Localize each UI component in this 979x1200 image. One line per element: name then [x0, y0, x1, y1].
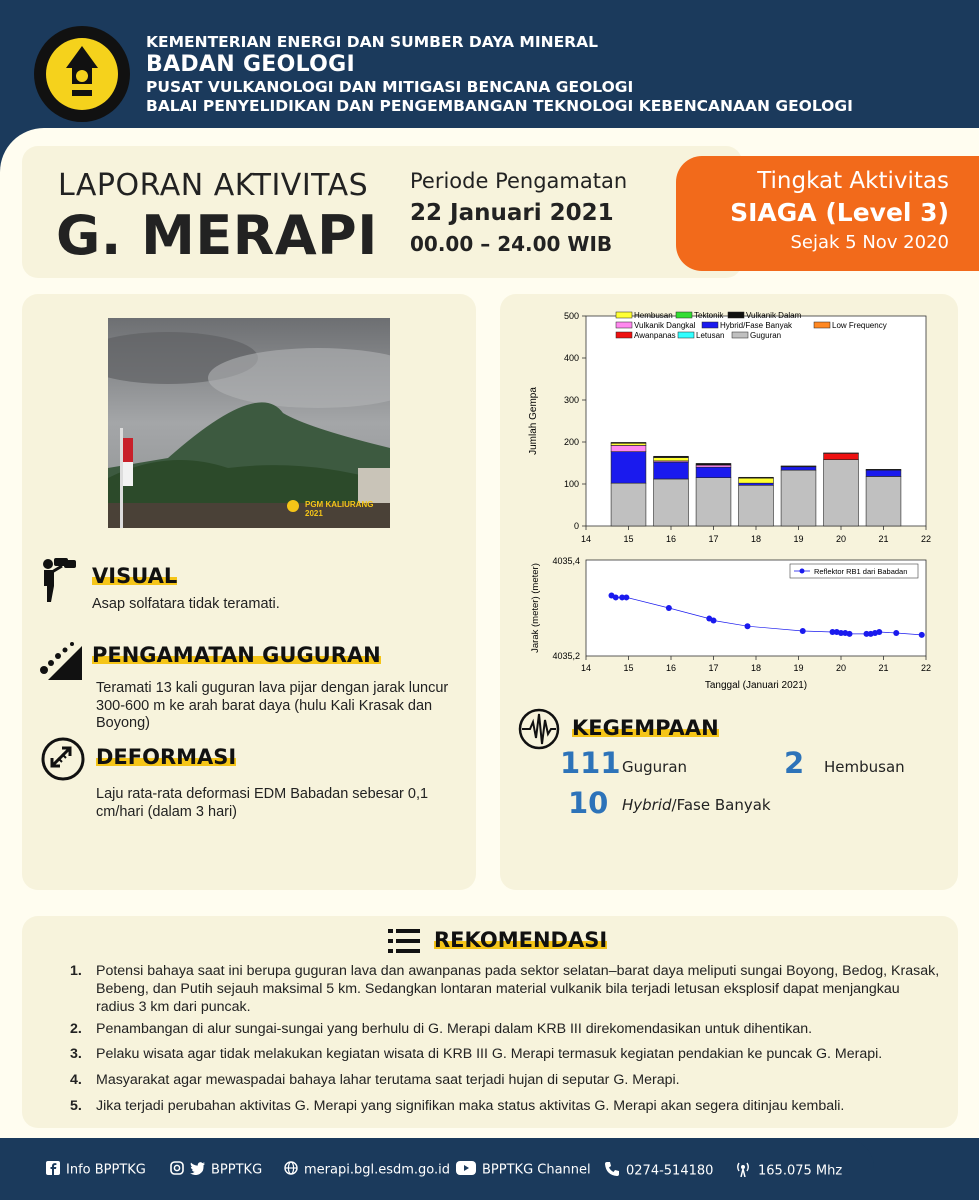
hybrid-count: 10	[568, 786, 609, 820]
bar-segment-guguran	[654, 479, 689, 526]
badan-geologi-logo	[32, 24, 132, 124]
legend-swatch	[616, 322, 632, 328]
data-point	[919, 632, 925, 638]
y-tick-label: 4035,2	[552, 651, 580, 661]
deformation-line-chart	[506, 550, 946, 700]
footer-website[interactable]: merapi.bgl.esdm.go.id	[284, 1161, 450, 1179]
x-tick-label: 19	[793, 534, 804, 544]
legend-swatch	[678, 332, 694, 338]
y-tick-label: 500	[563, 311, 579, 321]
bar-segment-hembusan	[739, 478, 774, 483]
x-axis-label: Tanggal (Januari 2021)	[704, 680, 808, 691]
bar-segment-guguran	[866, 476, 901, 526]
x-tick-label: 22	[920, 663, 932, 673]
y-axis-label: Jumlah Gempa	[528, 387, 539, 455]
hembusan-count: 2	[784, 746, 805, 780]
radio-tower-icon	[734, 1161, 752, 1181]
legend-swatch	[616, 332, 632, 338]
legend-swatch	[702, 322, 718, 328]
guguran-count: 111	[560, 746, 621, 780]
binoculars-icon	[38, 556, 84, 602]
agency-name: BADAN GEOLOGI	[146, 52, 356, 77]
bar-segment-guguran	[696, 478, 731, 526]
youtube-icon	[456, 1161, 476, 1179]
x-tick-label: 18	[750, 663, 762, 673]
bar-segment-hybrid-fase-banyak	[866, 470, 901, 476]
bar-segment-vulkanik-dalam	[739, 477, 774, 478]
phone-icon	[604, 1161, 620, 1181]
x-tick-label: 19	[793, 663, 804, 673]
legend-swatch	[676, 312, 692, 318]
deformation-icon	[40, 736, 86, 782]
x-tick-label: 17	[708, 534, 719, 544]
data-point	[800, 628, 806, 634]
merapi-photo	[108, 318, 390, 528]
bar-segment-vulkanik-dalam	[866, 469, 901, 470]
deformasi-text: Laju rata-rata deformasi EDM Babadan sebesar 0,1 cm/hari (dalam 3 hari)	[96, 786, 429, 820]
x-tick-label: 16	[665, 534, 677, 544]
x-tick-label: 20	[835, 534, 847, 544]
recommendation-item: 1. Potensi bahaya saat ini berupa guguran lava dan awanpanas pada sektor selatan–barat daya meliputi sungai Boyong, Bedog, Krasak, Bebeng, dan Putih sejauh maksimal 5 km. Sedangkan lontaran material vulkanik bila terjadi letusan eksplosif dapat menjangkau radius 3 km dari puncak.	[70, 963, 940, 1015]
legend-label: Reflektor RB1 dari Babadan	[814, 567, 908, 576]
data-point	[893, 630, 899, 636]
legend-marker	[800, 569, 805, 574]
x-tick-label: 16	[665, 663, 677, 673]
bar-segment-hybrid-fase-banyak	[654, 462, 689, 479]
guguran-count-label: Guguran	[622, 758, 688, 776]
hembusan-count-label: Hembusan	[824, 758, 905, 776]
rekomendasi-title: REKOMENDASI	[434, 928, 608, 952]
seismograph-icon	[518, 708, 560, 750]
seismic-bar-chart	[506, 304, 946, 548]
legend-label: Vulkanik Dangkal	[634, 321, 696, 330]
data-point	[745, 623, 751, 629]
bar-segment-vulkanik-dangkal	[696, 465, 731, 467]
twitter-icon	[190, 1162, 205, 1179]
legend-label: Low Frequency	[832, 321, 887, 330]
y-tick-label: 200	[563, 437, 579, 447]
kegempaan-title: KEGEMPAAN	[572, 716, 719, 740]
x-tick-label: 15	[623, 534, 634, 544]
x-tick-label: 22	[920, 534, 932, 544]
footer-radio[interactable]: 165.075 Mhz	[734, 1161, 842, 1181]
photo-caption: PGM KALIURANG 2021	[305, 500, 374, 518]
legend-label: Tektonik	[694, 311, 724, 320]
legend-label: Hembusan	[634, 311, 673, 320]
x-tick-label: 14	[580, 663, 592, 673]
hybrid-count-label: Hybrid/Fase Banyak	[622, 796, 771, 814]
bar-segment-hybrid-fase-banyak	[611, 452, 646, 484]
x-tick-label: 21	[878, 663, 889, 673]
bar-segment-hembusan	[611, 443, 646, 445]
globe-icon	[284, 1161, 298, 1179]
data-point	[666, 605, 672, 611]
data-point	[613, 594, 619, 600]
instagram-icon	[170, 1161, 184, 1179]
legend-swatch	[732, 332, 748, 338]
period-date: 22 Januari 2021	[410, 200, 614, 226]
y-tick-label: 0	[573, 521, 579, 531]
bar-segment-hybrid-fase-banyak	[781, 467, 816, 470]
rockfall-icon	[38, 636, 84, 682]
visual-text: Asap solfatara tidak teramati.	[92, 596, 280, 612]
guguran-text: Teramati 13 kali guguran lava pijar dengan jarak luncur 300-600 m ke arah barat daya (hulu Kali Krasak dan Boyong)	[96, 680, 449, 731]
recommendation-item: 4. Masyarakat agar mewaspadai bahaya lahar terutama saat terjadi hujan di seputar G. Merapi.	[70, 1072, 680, 1088]
bar-segment-guguran	[781, 470, 816, 526]
facebook-icon	[46, 1161, 60, 1179]
level-since: Sejak 5 Nov 2020	[790, 232, 949, 253]
footer-social[interactable]: BPPTKG	[170, 1161, 262, 1179]
legend-label: Awanpanas	[634, 331, 676, 340]
level-status: SIAGA (Level 3)	[730, 198, 949, 227]
legend-label: Hybrid/Fase Banyak	[720, 321, 793, 330]
list-icon	[388, 928, 420, 954]
y-tick-label: 300	[563, 395, 579, 405]
activity-level-banner	[676, 156, 979, 271]
bar-segment-vulkanik-dalam	[654, 456, 689, 457]
bar-segment-hembusan	[654, 458, 689, 461]
bar-segment-guguran	[611, 483, 646, 526]
bar-segment-vulkanik-dalam	[611, 442, 646, 443]
report-title: LAPORAN AKTIVITAS	[58, 168, 369, 203]
ministry-name: KEMENTERIAN ENERGI DAN SUMBER DAYA MINERAL	[146, 33, 598, 51]
volcano-name: G. MERAPI	[56, 204, 378, 267]
legend-swatch	[728, 312, 744, 318]
recommendation-item: 3. Pelaku wisata agar tidak melakukan kegiatan wisata di KRB III G. Merapi termasuk kegiatan pendakian ke puncak G. Merapi.	[70, 1046, 883, 1062]
x-tick-label: 21	[878, 534, 889, 544]
period-time: 00.00 – 24.00 WIB	[410, 232, 613, 256]
x-tick-label: 17	[708, 663, 719, 673]
bar-segment-vulkanik-dangkal	[611, 445, 646, 451]
x-tick-label: 20	[835, 663, 847, 673]
legend-swatch	[616, 312, 632, 318]
center-name: PUSAT VULKANOLOGI DAN MITIGASI BENCANA GEOLOGI	[146, 78, 634, 96]
footer-youtube[interactable]: BPPTKG Channel	[456, 1161, 591, 1179]
period-label: Periode Pengamatan	[410, 169, 628, 193]
guguran-title: PENGAMATAN GUGURAN	[92, 643, 381, 667]
x-tick-label: 14	[580, 534, 592, 544]
bar-segment-hybrid-fase-banyak	[739, 483, 774, 485]
y-tick-label: 400	[563, 353, 579, 363]
data-point	[847, 631, 853, 637]
office-name: BALAI PENYELIDIKAN DAN PENGEMBANGAN TEKNOLOGI KEBENCANAAN GEOLOGI	[146, 97, 853, 115]
recommendation-item: 2. Penambangan di alur sungai-sungai yang berhulu di G. Merapi dalam KRB III direkomendasikan untuk dihentikan.	[70, 1021, 813, 1037]
y-tick-label: 4035,4	[552, 556, 580, 566]
legend-label: Guguran	[750, 331, 782, 340]
x-tick-label: 15	[623, 663, 634, 673]
bar-segment-guguran	[739, 485, 774, 526]
footer-phone[interactable]: 0274-514180	[604, 1161, 713, 1181]
x-tick-label: 18	[750, 534, 762, 544]
footer-facebook[interactable]: Info BPPTKG	[46, 1161, 146, 1179]
data-point	[876, 629, 882, 635]
bar-segment-vulkanik-dalam	[696, 463, 731, 465]
deformasi-title: DEFORMASI	[96, 745, 237, 769]
recommendation-item: 5. Jika terjadi perubahan aktivitas G. Merapi yang signifikan maka status aktivitas G. Merapi akan segera ditinjau kembali.	[70, 1098, 845, 1114]
data-point	[623, 594, 629, 600]
legend-label: Vulkanik Dalam	[746, 311, 802, 320]
legend-label: Letusan	[696, 331, 725, 340]
legend-swatch	[814, 322, 830, 328]
visual-title: VISUAL	[92, 564, 178, 588]
y-axis-label: Jarak (meter) (meter)	[530, 563, 541, 653]
bar-segment-guguran	[824, 460, 859, 526]
y-tick-label: 100	[563, 479, 579, 489]
bar-segment-hybrid-fase-banyak	[696, 467, 731, 478]
data-point	[711, 617, 717, 623]
bar-segment-awanpanas	[824, 453, 859, 459]
bar-segment-vulkanik-dalam	[781, 466, 816, 467]
level-label: Tingkat Aktivitas	[757, 168, 949, 194]
